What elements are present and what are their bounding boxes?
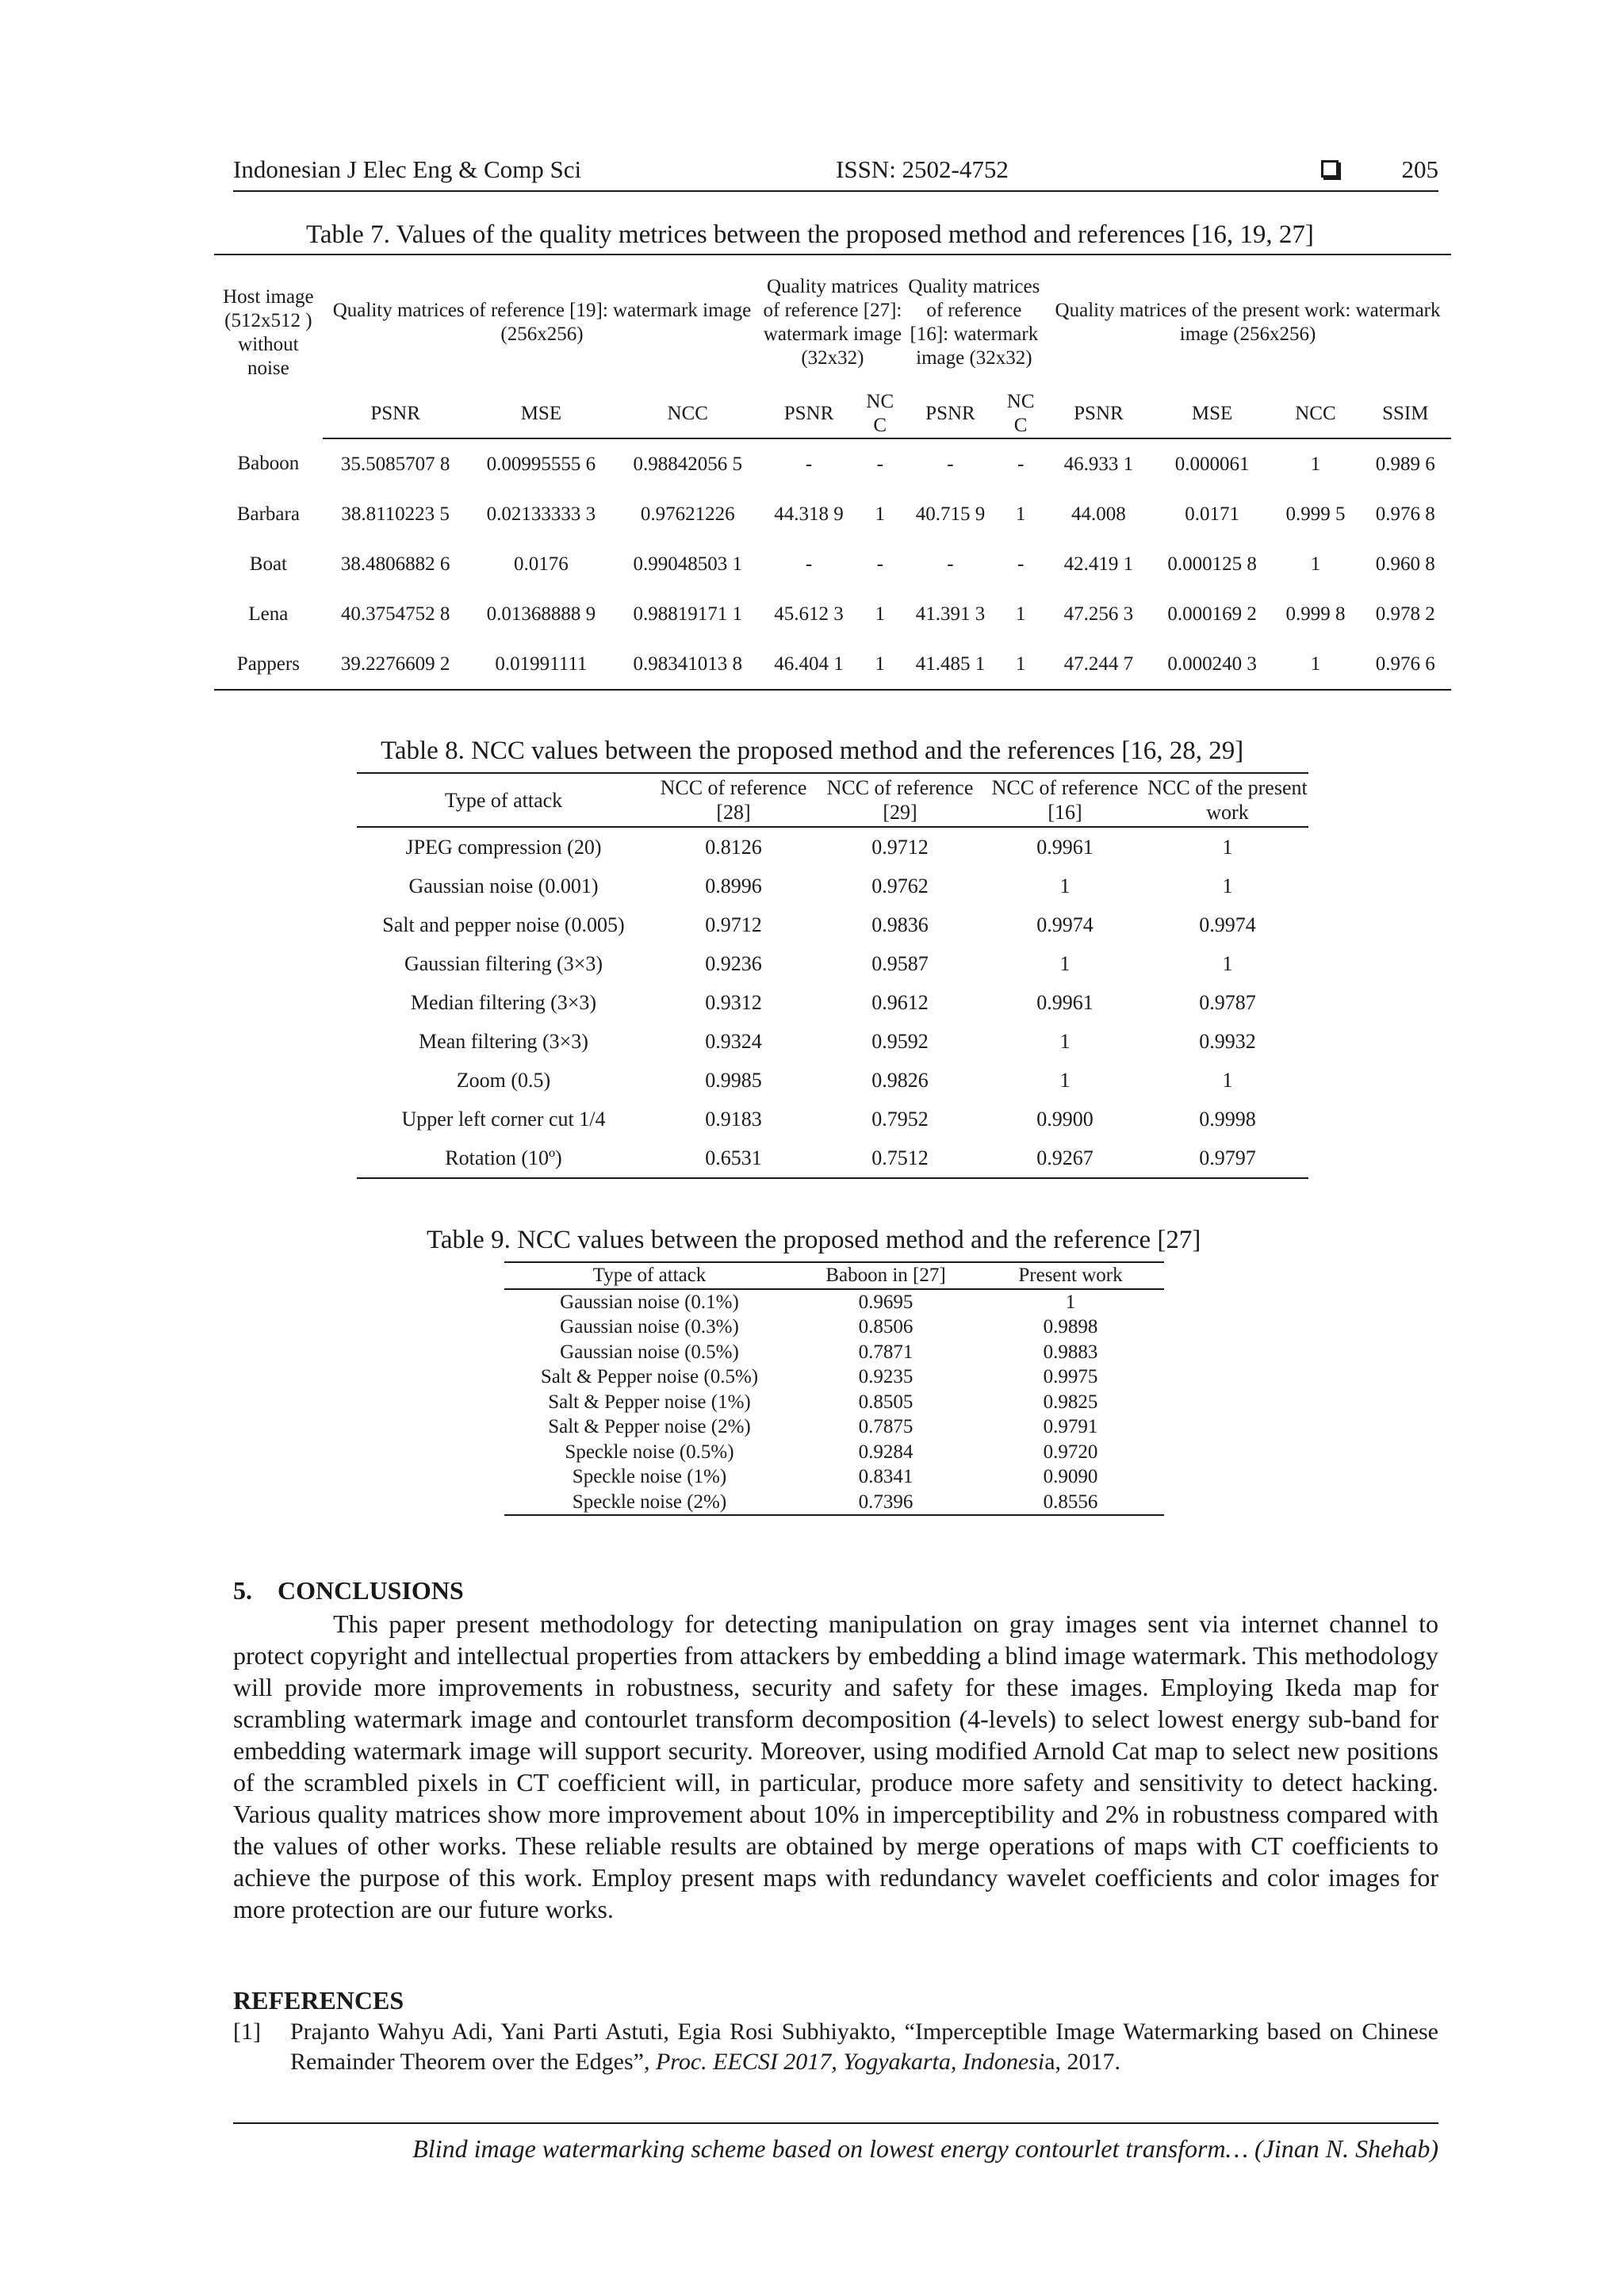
cell: Gaussian noise (0.1%)	[560, 1291, 739, 1313]
t7-sub-header: NC C	[997, 390, 1044, 438]
cell: 0.9284	[858, 1441, 914, 1463]
table-row	[504, 1414, 1164, 1440]
cell: 1	[1310, 453, 1321, 475]
cell: 0.978 2	[1375, 603, 1435, 625]
row-label: Barbara	[236, 503, 300, 525]
cell: 0.9712	[871, 836, 929, 859]
row-label: Boat	[249, 553, 287, 575]
cell: 1	[875, 503, 886, 525]
cell: 44.008	[1071, 503, 1126, 525]
cell: 0.9695	[858, 1291, 914, 1313]
cell: 0.7396	[795, 1490, 977, 1516]
table-row	[214, 589, 1451, 639]
cell: 0.9312	[705, 991, 762, 1014]
cell: 0.00995555 6	[486, 453, 596, 475]
cell: 0.9974	[1036, 913, 1094, 936]
cell: 1	[1059, 952, 1071, 975]
footer-rule	[233, 2122, 1438, 2124]
cell: 0.000169 2	[1167, 603, 1257, 625]
cell: 42.419 1	[1063, 553, 1134, 575]
cell: 1	[856, 639, 904, 690]
cell: 0.9932	[1199, 1030, 1256, 1053]
table-row	[357, 905, 1308, 944]
t8-header: NCC of the present work	[1147, 773, 1308, 827]
t7-sub-header: PSNR	[904, 390, 998, 438]
cell: 0.976 6	[1360, 639, 1452, 690]
cell: 0.01368888 9	[486, 603, 596, 625]
cell: 0.8341	[858, 1466, 914, 1487]
cell: 0.000061	[1174, 453, 1250, 475]
row-label: Lena	[248, 603, 289, 625]
cell: 0.0176	[514, 553, 569, 575]
row-label: Baboon	[237, 453, 300, 474]
table-row	[504, 1314, 1164, 1340]
t7-sub-header: PSNR	[1044, 390, 1153, 438]
table-row	[504, 1289, 1164, 1315]
t9-header: Type of attack	[504, 1262, 795, 1289]
cell: Zoom (0.5)	[456, 1069, 551, 1092]
cell: JPEG compression (20)	[405, 836, 602, 859]
header-rule	[233, 190, 1438, 192]
cell: Median filtering (3×3)	[410, 991, 597, 1014]
cell: 0.7952	[871, 1108, 929, 1131]
cell: 44.318 9	[774, 503, 844, 525]
cell: Mean filtering (3×3)	[419, 1030, 588, 1053]
conclusions-heading: 5. CONCLUSIONS	[233, 1576, 464, 1605]
references-heading: REFERENCES	[233, 1986, 404, 2015]
cell: 0.8506	[858, 1316, 914, 1337]
reference-number: [1]	[233, 2019, 261, 2045]
table-row	[504, 1440, 1164, 1465]
cell: -	[947, 453, 954, 475]
cell: 0.98842056 5	[633, 453, 742, 475]
cell: 38.8110223 5	[341, 503, 450, 525]
cell: Salt & Pepper noise (2%)	[548, 1416, 751, 1437]
cell: 0.999 8	[1285, 603, 1346, 625]
table-row	[504, 1490, 1164, 1516]
cell: 0.9587	[871, 952, 929, 975]
t7-header-present: Quality matrices of the present work: watermark image (256x256)	[1044, 254, 1451, 390]
cell: 1	[1065, 1291, 1076, 1313]
cell: 0.9836	[871, 913, 929, 936]
cell: 0.6531	[650, 1138, 817, 1178]
table8	[357, 772, 1308, 1179]
table-row	[214, 489, 1451, 539]
cell: 47.244 7	[1044, 639, 1153, 690]
cell: 41.391 3	[915, 603, 986, 625]
cell: 0.99048503 1	[633, 553, 742, 575]
cell: 40.3754752 8	[340, 603, 450, 625]
cell: -	[947, 553, 954, 575]
cell: 0.989 6	[1375, 453, 1435, 475]
cell: 0.9826	[871, 1069, 929, 1092]
cell: -	[1017, 553, 1025, 575]
t9-header: Present work	[977, 1262, 1164, 1289]
cell: 1	[1059, 874, 1071, 897]
cell: 1	[1222, 874, 1233, 897]
table-row	[357, 1061, 1308, 1100]
cell: 0.9762	[871, 874, 929, 897]
cell: 0.999 5	[1285, 503, 1346, 525]
t7-header-ref16: Quality matrices of reference [16]: watermark image (32x32)	[904, 254, 1044, 390]
cell: 45.612 3	[774, 603, 844, 625]
cell: 0.9720	[1043, 1441, 1098, 1463]
table-row	[357, 827, 1308, 867]
cell: 1	[1271, 639, 1359, 690]
table-row	[357, 983, 1308, 1022]
checkbox-square-icon	[1321, 160, 1339, 178]
cell: Salt & Pepper noise (0.5%)	[540, 1366, 759, 1387]
cell: -	[876, 553, 883, 575]
cell: 1	[1222, 1069, 1233, 1092]
table-row	[357, 1138, 1308, 1178]
table-row	[504, 1464, 1164, 1490]
table9-caption: Table 9. NCC values between the proposed method and the reference [27]	[427, 1226, 1201, 1254]
cell: 0.7871	[858, 1341, 914, 1363]
cell: 0.9961	[1036, 836, 1094, 859]
cell: -	[1017, 453, 1025, 475]
cell: Salt and pepper noise (0.005)	[382, 913, 625, 936]
table-row	[214, 539, 1451, 589]
cell: 0.000125 8	[1167, 553, 1257, 575]
t8-header: NCC of reference [29]	[817, 773, 983, 827]
cell: 0.976 8	[1375, 503, 1435, 525]
cell: 0.9592	[871, 1030, 929, 1053]
cell: 0.7875	[858, 1416, 914, 1437]
cell: 0.0171	[1185, 503, 1239, 525]
cell: 0.01991111	[469, 639, 615, 690]
t8-header: NCC of reference [28]	[650, 773, 817, 827]
table-row	[504, 1364, 1164, 1390]
cell: 1	[1059, 1069, 1071, 1092]
table-row	[357, 944, 1308, 983]
cell: 0.9825	[1043, 1391, 1098, 1413]
t7-sub-header: PSNR	[761, 390, 856, 438]
cell: Gaussian noise (0.5%)	[560, 1341, 739, 1363]
t7-sub-header: NCC	[614, 390, 761, 438]
table-row	[504, 1340, 1164, 1365]
cell: 1	[1222, 836, 1233, 859]
cell: 1	[997, 639, 1044, 690]
row-label: Pappers	[214, 639, 323, 690]
cell: 1	[1015, 603, 1026, 625]
cell: 47.256 3	[1063, 603, 1134, 625]
cell: Upper left corner cut 1/4	[401, 1108, 606, 1131]
t7-sub-header: NC C	[856, 390, 904, 438]
cell: 0.9961	[1036, 991, 1094, 1014]
cell: Speckle noise (1%)	[572, 1466, 727, 1487]
running-footer: Blind image watermarking scheme based on lowest energy contourlet transform… (Jinan N. Shehab)	[412, 2134, 1438, 2163]
cell: Gaussian noise (0.001)	[408, 874, 599, 897]
cell: 0.02133333 3	[486, 503, 596, 525]
cell: 1	[1015, 503, 1026, 525]
conclusions-paragraph: This paper present methodology for detecting manipulation on gray images sent via internet channel to protect copyright and intellectual properties from attackers by embedding a blind image watermark. This methodology will provide more improvements in robustness, security and safety for these images. Employing Ikeda map for scrambling watermark image and contourlet transform decomposition (4-levels) to select lowest energy sub-band for embedding watermark image will support security. Moreover, using modified Arnold Cat map to select new positions of the scrambled pixels in CT coefficient will, in particular, produce more safety and sensitivity to detect hacking. Various quality matrices show more improvement about 10% in imperceptibility and 2% in robustness compared with the values of other works. These reliable results are obtained by merge operations of maps with CT coefficients to achieve the purpose of this work. Employ present maps with redundancy wavelet coefficients and color images for more protection are our future works.	[233, 1609, 1438, 1923]
table7	[214, 254, 1451, 691]
page-number: 205	[1401, 155, 1438, 183]
table-row	[504, 1390, 1164, 1415]
cell: 38.4806882 6	[340, 553, 450, 575]
t7-header-ref19: Quality matrices of reference [19]: watermark image (256x256)	[323, 254, 761, 390]
reference-authors-title: Prajanto Wahyu Adi, Yani Parti Astuti, Egia Rosi Subhiyakto, “Imperceptible Image Watermarking based on Chinese Remainder Theorem over the Edges”,	[290, 2019, 1438, 2075]
cell: 0.8556	[977, 1490, 1164, 1516]
cell: 0.8996	[705, 874, 762, 897]
t8-header: NCC of reference [16]	[983, 773, 1147, 827]
cell: -	[805, 553, 813, 575]
cell: 0.9324	[705, 1030, 762, 1053]
cell: 0.9787	[1199, 991, 1256, 1014]
cell: 41.485 1	[904, 639, 998, 690]
cell: 1	[1310, 553, 1321, 575]
t7-sub-header: PSNR	[323, 390, 469, 438]
cell: Salt & Pepper noise (1%)	[548, 1391, 751, 1413]
cell: 0.9267	[983, 1138, 1147, 1178]
t7-sub-header: NCC	[1271, 390, 1359, 438]
t7-header-host: Host image (512x512 ) without noise	[214, 254, 323, 438]
cell: 0.97621226	[640, 503, 735, 525]
reference-item	[233, 2017, 1438, 2077]
cell: 0.9975	[1043, 1366, 1098, 1387]
cell: 39.2276609 2	[323, 639, 469, 690]
cell: Rotation (10º)	[357, 1138, 650, 1178]
reference-text	[290, 2017, 1438, 2077]
table8-caption: Table 8. NCC values between the proposed method and the references [16, 28, 29]	[381, 737, 1244, 765]
cell: 0.9236	[705, 952, 762, 975]
cell: 0.7512	[817, 1138, 983, 1178]
cell: 0.8126	[705, 836, 762, 859]
t7-sub-header: MSE	[1153, 390, 1272, 438]
cell: 0.9797	[1147, 1138, 1308, 1178]
table7-caption: Table 7. Values of the quality metrices between the proposed method and references [16, 19, 27]	[306, 220, 1314, 249]
cell: 1	[875, 603, 886, 625]
issn: ISSN: 2502-4752	[836, 155, 1009, 183]
cell: 0.98341013 8	[614, 639, 761, 690]
cell: 40.715 9	[915, 503, 986, 525]
journal-name: Indonesian J Elec Eng & Comp Sci	[233, 155, 582, 183]
t8-header: Type of attack	[357, 773, 650, 827]
table-row	[357, 867, 1308, 905]
table-row	[214, 438, 1451, 489]
reference-year: a, 2017.	[1044, 2049, 1121, 2075]
running-header	[233, 155, 1438, 187]
table-row	[357, 1100, 1308, 1138]
cell: 0.9998	[1199, 1108, 1256, 1131]
t7-sub-header: SSIM	[1360, 390, 1452, 438]
t7-header-ref27: Quality matrices of reference [27]: watermark image (32x32)	[761, 254, 903, 390]
cell: 1	[1222, 952, 1233, 975]
cell: 46.404 1	[761, 639, 856, 690]
cell: 0.9090	[1043, 1466, 1098, 1487]
cell: -	[805, 453, 813, 475]
cell: 0.9712	[705, 913, 762, 936]
cell: 0.000240 3	[1153, 639, 1272, 690]
cell: 1	[1059, 1030, 1071, 1053]
t7-sub-header: MSE	[469, 390, 615, 438]
cell: 0.9183	[705, 1108, 762, 1131]
cell: 46.933 1	[1063, 453, 1134, 475]
cell: 0.98819171 1	[633, 603, 742, 625]
cell: 0.9974	[1199, 913, 1256, 936]
cell: 0.9898	[1043, 1316, 1098, 1337]
cell: 0.960 8	[1375, 553, 1435, 575]
cell: Gaussian noise (0.3%)	[560, 1316, 739, 1337]
cell: 0.9791	[1043, 1416, 1098, 1437]
cell: 0.9985	[705, 1069, 762, 1092]
cell: 0.9900	[1036, 1108, 1094, 1131]
cell: 0.9883	[1043, 1341, 1098, 1363]
cell: -	[876, 453, 883, 475]
cell: 0.8505	[858, 1391, 914, 1413]
table-row	[357, 1022, 1308, 1061]
table9	[504, 1261, 1164, 1516]
cell: Speckle noise (0.5%)	[565, 1441, 734, 1463]
t7-subheader-row	[214, 390, 1451, 438]
table-row	[214, 639, 1451, 690]
cell: Speckle noise (2%)	[504, 1490, 795, 1516]
cell: 0.9612	[871, 991, 929, 1014]
cell: 35.5085707 8	[340, 453, 450, 475]
cell: 0.9235	[858, 1366, 914, 1387]
reference-venue: Proc. EECSI 2017, Yogyakarta, Indonesi	[655, 2049, 1045, 2075]
t9-header: Baboon in [27]	[795, 1262, 977, 1289]
cell: Gaussian filtering (3×3)	[404, 952, 603, 975]
